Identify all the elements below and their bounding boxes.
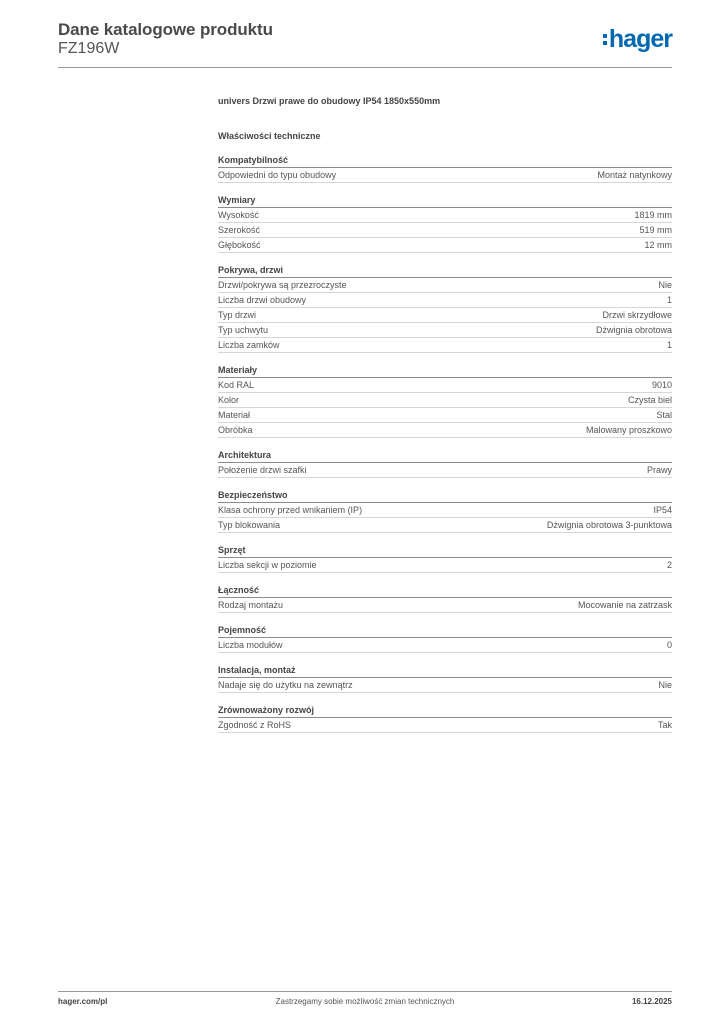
spec-value: Stal [656, 410, 672, 420]
spec-row [218, 638, 672, 653]
spec-row [218, 393, 672, 408]
spec-label: Szerokość [218, 225, 261, 235]
spec-value: Prawy [646, 465, 672, 475]
spec-row [218, 238, 672, 253]
spec-row [218, 378, 672, 393]
spec-label: Liczba sekcji w poziomie [218, 560, 317, 570]
spec-label: Położenie drzwi szafki [218, 465, 307, 475]
spec-value: Nie [658, 680, 672, 690]
page-footer [58, 997, 672, 1009]
spec-value: 1819 mm [634, 210, 672, 220]
spec-section [218, 704, 672, 733]
spec-label: Głębokość [218, 240, 261, 250]
spec-row [218, 463, 672, 478]
spec-row [218, 293, 672, 308]
spec-value: 12 mm [644, 240, 672, 250]
footer-date: 16.12.2025 [631, 997, 672, 1006]
properties-title: Właściwości techniczne [218, 131, 321, 141]
spec-label: Liczba zamków [218, 340, 280, 350]
section-title: Zrównoważony rozwój [218, 704, 672, 718]
spec-section [218, 154, 672, 183]
spec-row [218, 678, 672, 693]
spec-label: Liczba drzwi obudowy [218, 295, 307, 305]
spec-value: 1 [666, 340, 672, 350]
footer-disclaimer: Zastrzegamy sobie możliwość zmian technicznych [275, 997, 455, 1006]
spec-row [218, 208, 672, 223]
spec-row [218, 718, 672, 733]
spec-row [218, 423, 672, 438]
product-code: FZ196W [58, 40, 120, 57]
spec-row [218, 223, 672, 238]
spec-section [218, 544, 672, 573]
spec-sections [218, 154, 672, 733]
spec-section [218, 449, 672, 478]
spec-label: Liczba modułów [218, 640, 283, 650]
spec-label: Typ uchwytu [218, 325, 269, 335]
section-title: Materiały [218, 364, 672, 378]
spec-label: Wysokość [218, 210, 259, 220]
section-title: Kompatybilność [218, 154, 672, 168]
logo-text: hager [608, 25, 672, 53]
footer-divider [58, 991, 672, 992]
spec-value: Malowany proszkowo [585, 425, 672, 435]
spec-label: Typ drzwi [218, 310, 257, 320]
hager-logo [603, 26, 672, 52]
spec-value: 1 [666, 295, 672, 305]
page-title: Dane katalogowe produktu [58, 20, 273, 39]
spec-row [218, 558, 672, 573]
section-title: Łączność [218, 584, 672, 598]
spec-row [218, 503, 672, 518]
spec-value: 519 mm [639, 225, 672, 235]
spec-value: Nie [658, 280, 672, 290]
spec-row [218, 598, 672, 613]
spec-value: IP54 [653, 505, 672, 515]
spec-section [218, 489, 672, 533]
section-title: Architektura [218, 449, 672, 463]
spec-label: Typ blokowania [218, 520, 281, 530]
spec-value: 9010 [651, 380, 672, 390]
header-divider [58, 67, 672, 68]
page-header [58, 20, 672, 68]
spec-label: Odpowiedni do typu obudowy [218, 170, 337, 180]
section-title: Wymiary [218, 194, 672, 208]
section-title: Pokrywa, drzwi [218, 264, 672, 278]
spec-section [218, 584, 672, 613]
spec-row [218, 308, 672, 323]
section-title: Pojemność [218, 624, 672, 638]
spec-section [218, 264, 672, 353]
section-title: Instalacja, montaż [218, 664, 672, 678]
spec-value: Czysta biel [627, 395, 672, 405]
spec-value: Tak [657, 720, 672, 730]
spec-row [218, 408, 672, 423]
spec-label: Rodzaj montażu [218, 600, 284, 610]
spec-label: Kolor [218, 395, 240, 405]
footer-website-link[interactable]: hager.com/pl [58, 997, 108, 1006]
spec-value: Mocowanie na zatrzask [577, 600, 672, 610]
spec-row [218, 338, 672, 353]
spec-row [218, 518, 672, 533]
spec-label: Materiał [218, 410, 251, 420]
spec-label: Zgodność z RoHS [218, 720, 292, 730]
spec-row [218, 278, 672, 293]
spec-label: Obróbka [218, 425, 253, 435]
spec-section [218, 624, 672, 653]
main-content [218, 94, 672, 733]
spec-section [218, 194, 672, 253]
spec-label: Nadaje się do użytku na zewnątrz [218, 680, 353, 690]
spec-row [218, 168, 672, 183]
spec-value: Drzwi skrzydłowe [602, 310, 672, 320]
spec-value: Dźwignia obrotowa 3-punktowa [546, 520, 672, 530]
spec-label: Kod RAL [218, 380, 255, 390]
spec-section [218, 664, 672, 693]
spec-value: Montaż natynkowy [597, 170, 672, 180]
section-title: Bezpieczeństwo [218, 489, 672, 503]
product-description: univers Drzwi prawe do obudowy IP54 1850x550mm [218, 96, 441, 106]
spec-section [218, 364, 672, 438]
logo-dots-icon [603, 34, 607, 45]
spec-value: 2 [666, 560, 672, 570]
spec-value: 0 [666, 640, 672, 650]
spec-label: Klasa ochrony przed wnikaniem (IP) [218, 505, 363, 515]
spec-value: Dźwignia obrotowa [595, 325, 672, 335]
spec-row [218, 323, 672, 338]
section-title: Sprzęt [218, 544, 672, 558]
spec-label: Drzwi/pokrywa są przezroczyste [218, 280, 347, 290]
